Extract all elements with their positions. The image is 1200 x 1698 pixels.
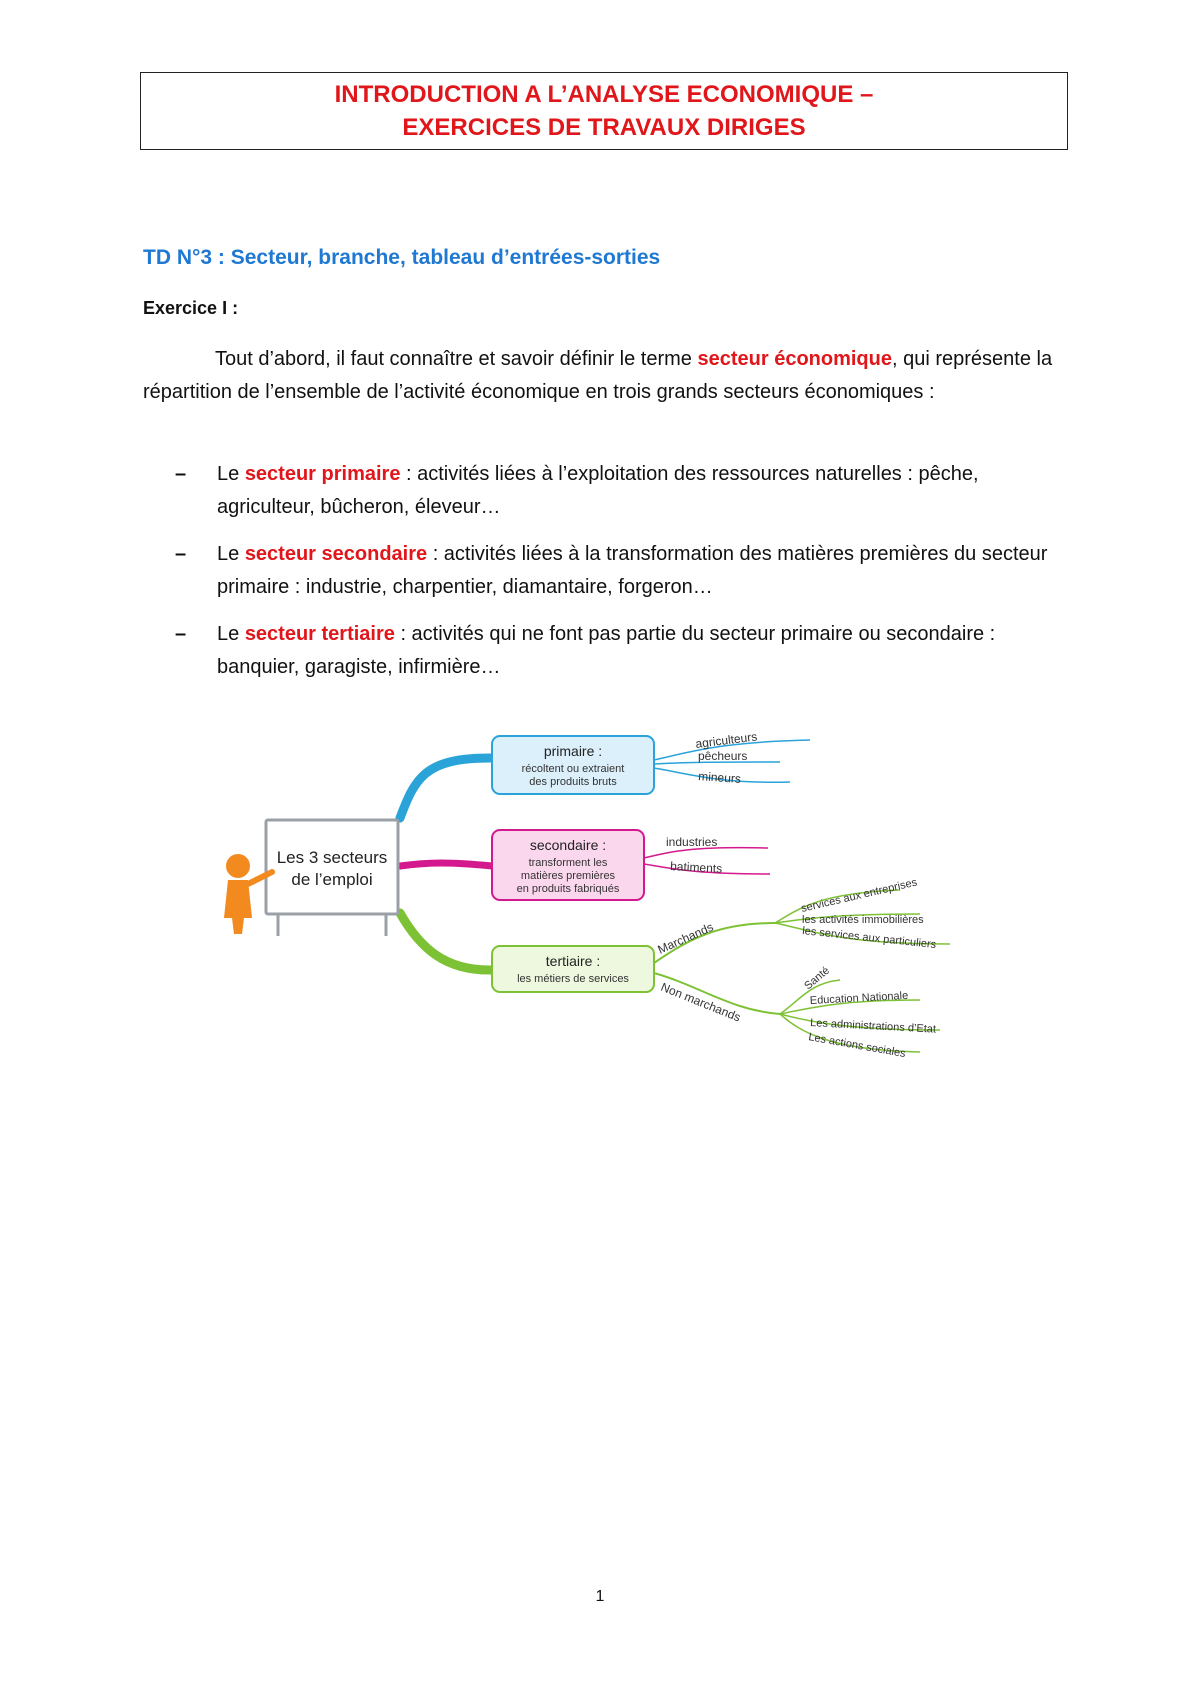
bullet-text: : activités liées à l’exploitation des ressources naturelles : pêche, agriculteur, bûcheron, éleveur… xyxy=(217,463,979,518)
tertiaire-desc: les métiers de services xyxy=(517,973,629,985)
primaire-title: primaire : xyxy=(543,743,603,759)
bullet-prefix: Le xyxy=(217,543,245,565)
secondaire-desc-2: matières premières xyxy=(520,870,616,882)
bullet-text: : activités qui ne font pas partie du secteur primaire ou secondaire : banquier, garagiste, infirmière… xyxy=(217,623,996,678)
bullet-prefix: Le xyxy=(217,623,245,645)
leaf-services-particuliers: les services aux particuliers xyxy=(801,925,937,952)
dash-marker: – xyxy=(175,543,187,565)
list-item xyxy=(143,458,1061,524)
bullet-keyword: secteur secondaire xyxy=(244,543,428,565)
intro-part2: , qui représente la répartition de l’ensemble de l’activité économique en trois grands secteurs économiques : xyxy=(143,348,1053,403)
leaf-education-nationale: Education Nationale xyxy=(809,989,909,1007)
tertiaire-title: tertiaire : xyxy=(545,953,601,969)
leaf-activites-immobilieres: les activités immobilières xyxy=(802,914,924,926)
branch-primaire xyxy=(400,758,490,818)
leaf-pecheurs: pêcheurs xyxy=(698,749,748,763)
list-item xyxy=(143,618,1061,684)
dash-marker: – xyxy=(175,623,187,645)
intro-paragraph xyxy=(143,343,1061,409)
leaf-mineurs: mineurs xyxy=(697,769,742,786)
secondaire-desc-1: transforment les xyxy=(528,857,608,869)
intro-keyword: secteur économique xyxy=(697,348,892,370)
document-title-box xyxy=(140,72,1068,150)
leaf-industries: industries xyxy=(666,835,718,849)
bullet-prefix: Le xyxy=(217,463,245,485)
dash-marker: – xyxy=(175,463,187,485)
leaf-actions-sociales: Les actions sociales xyxy=(807,1031,907,1061)
secondaire-title: secondaire : xyxy=(529,837,607,853)
marchands-label: Marchands xyxy=(655,919,716,957)
branch-secondaire xyxy=(400,863,492,866)
bullet-text: : activités liées à la transformation des matières premières du secteur primaire : industrie, charpentier, diamantaire, forgeron… xyxy=(217,543,1048,598)
primaire-desc-1: récoltent ou extraient xyxy=(521,763,625,775)
sector-list xyxy=(143,458,1061,698)
list-item xyxy=(143,538,1061,604)
primaire-desc-2: des produits bruts xyxy=(529,776,617,788)
leaf-agriculteurs: agriculteurs xyxy=(694,729,758,751)
branch-tertiaire xyxy=(400,913,492,970)
intro-part1: Tout d’abord, il faut connaître et savoir définir le terme xyxy=(215,348,698,370)
center-line-2: de l’emploi xyxy=(291,870,373,889)
title-line-1: INTRODUCTION A L’ANALYSE ECONOMIQUE – xyxy=(334,81,874,108)
bullet-keyword: secteur primaire xyxy=(244,463,401,485)
secondaire-desc-3: en produits fabriqués xyxy=(516,883,620,895)
leaf-sante: Santé xyxy=(802,964,832,993)
bullet-keyword: secteur tertiaire xyxy=(244,623,395,645)
sectors-mindmap xyxy=(220,718,1000,1068)
leaf-administrations-etat: Les administrations d’Etat xyxy=(809,1017,937,1036)
non-marchands-label: Non marchands xyxy=(658,979,743,1025)
td-heading: TD N°3 : Secteur, branche, tableau d’entrées-sorties xyxy=(143,246,661,269)
leaf-batiments: batiments xyxy=(669,859,723,876)
leaf-services-entreprises: services aux entreprises xyxy=(799,876,919,915)
title-line-2: EXERCICES DE TRAVAUX DIRIGES xyxy=(402,114,806,141)
center-line-1: Les 3 secteurs xyxy=(276,848,388,867)
page-number: 1 xyxy=(595,1588,605,1605)
exercise-label: Exercice I : xyxy=(143,298,239,318)
